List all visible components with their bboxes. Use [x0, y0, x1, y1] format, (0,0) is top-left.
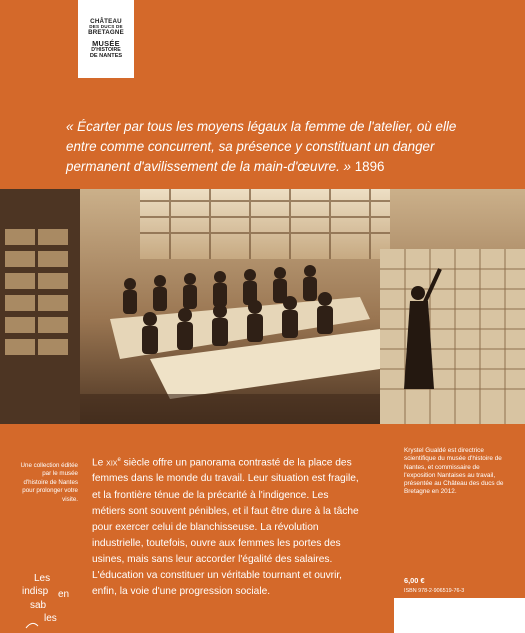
publisher-logo-swash-icon — [26, 623, 38, 628]
publisher-logo — [22, 570, 82, 630]
body-century: xix — [106, 457, 118, 469]
publisher-logo-line-sab: sab — [30, 600, 47, 611]
logo-line-ducs: DES DUCS DE — [89, 24, 123, 30]
publisher-logo-line-les: Les — [34, 573, 51, 584]
price: 6,00 € — [404, 576, 425, 585]
collection-note: Une collection éditée par le musée d'histoire de Nantes pour prolonger votre visite. — [20, 462, 78, 503]
publisher-logo-line-indisp: indisp — [22, 586, 49, 597]
logo-line-chateau: CHÂTEAU — [90, 17, 122, 25]
author-note: Krystel Gualdé est directrice scientifique du musée d'histoire de Nantes, et commissaire de l'exposition Nantaises au travail, présentée au Château des ducs de Bretagne en 2012. — [404, 447, 504, 496]
publisher-logo-line-les2: les — [44, 613, 57, 624]
publisher-logo-line-en: en — [58, 589, 70, 600]
body-intro-before: Le — [92, 457, 107, 469]
body-intro-after: siècle offre un panorama contrasté de la place des femmes dans le monde du travail. Leur situation est fragile, et la frontière ténue de la précarité à l'indigence. Les métiers sont souvent pénibles, et il faut être dure à la tâche pour exercer celui de blanchisseuse. La révolution industrielle, toutefois, ouvre aux femmes les portes des usines, mais sans leur accorder l'égalité des salaires. L'éducation va constituer un véritable tournant et ouvrir, enfin, la voie d'une progression sociale. — [92, 457, 359, 598]
logo-line-musee: MUSÉE — [92, 39, 120, 49]
logo-line-bretagne: BRETAGNE — [88, 28, 124, 36]
isbn: ISBN 978-2-906519-76-3 — [404, 588, 465, 594]
factory-photo — [0, 189, 525, 424]
logo-line-nantes: DE NANTES — [89, 52, 123, 59]
body-text — [92, 452, 364, 600]
museum-logo — [78, 0, 134, 78]
quote-block — [66, 117, 486, 177]
body-century-sup: e — [117, 457, 121, 463]
quote-text: « Écarter par tous les moyens légaux la femme de l'atelier, où elle entre comme concurrent, sa présence y constituant un danger permanent d'avilissement de la main-d'œuvre. » — [66, 119, 457, 174]
logo-line-histoire: D'HISTOIRE — [91, 47, 121, 54]
quote-year: 1896 — [354, 159, 385, 174]
barcode-area — [394, 598, 525, 633]
factory-photo-illustration — [0, 189, 525, 424]
